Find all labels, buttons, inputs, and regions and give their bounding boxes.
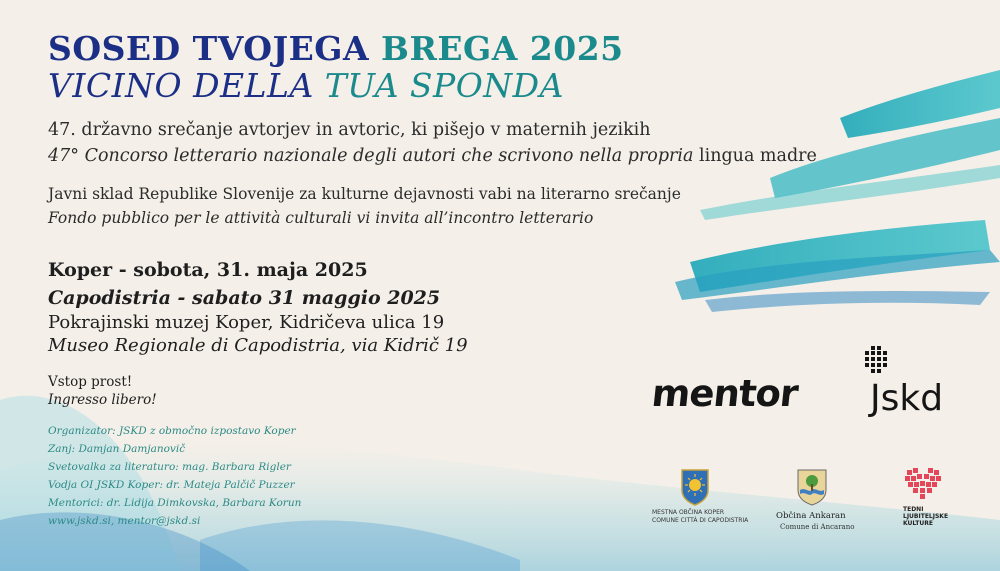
- invitation-slovene: Javni sklad Republike Slovenije za kulturne dejavnosti vabi na literarno srečanje: [48, 185, 681, 203]
- event-venue-italian: Museo Regionale di Capodistria, via Kidrič 19: [48, 335, 468, 356]
- tlk-label-line2: LJUBITELJSKE: [903, 513, 949, 520]
- event-date-italian: Capodistria - sabato 31 maggio 2025: [48, 287, 441, 309]
- tlk-label-line3: KULTURE: [903, 520, 933, 527]
- entry-free-slovene: Vstop prost!: [48, 374, 133, 390]
- title-slovene-part2: BREGA 2025: [381, 29, 624, 68]
- ankaran-label-line1: Občina Ankaran: [776, 511, 846, 521]
- subtitle-italian-part1: 47° Concorso letterario nazionale degli autori che scrivono nella propria: [48, 146, 694, 166]
- title-slovene-part1: SOSED TVOJEGA: [48, 29, 382, 68]
- title-slovene: [48, 29, 624, 68]
- credit-line: Organizator: JSKD z območno izpostavo Koper: [48, 425, 296, 437]
- ankaran-label-line2: Comune di Ancarano: [780, 523, 855, 531]
- tlk-heart-icon: [903, 466, 943, 502]
- koper-label-line2: COMUNE CITTÀ DI CAPODISTRIA: [652, 517, 749, 524]
- subtitle-italian-part2: lingua madre: [693, 146, 817, 166]
- tlk-label-line1: TEDNI: [903, 506, 924, 513]
- credit-line: Vodja OI JSKD Koper: dr. Mateja Palčič Puzzer: [48, 479, 295, 491]
- ankaran-crest-icon: [796, 468, 828, 506]
- credit-line: Svetovalka za literaturo: mag. Barbara Rigler: [48, 461, 291, 473]
- subtitle-slovene: 47. državno srečanje avtorjev in avtoric, ki pišejo v maternih jezikih: [48, 120, 651, 140]
- credit-line: Zanj: Damjan Damjanovič: [48, 443, 186, 455]
- koper-label-line1: MESTNA OBČINA KOPER: [652, 509, 725, 516]
- subtitle-italian: [48, 146, 817, 166]
- jskd-dot-mark-icon: [860, 345, 894, 379]
- koper-crest-icon: [680, 468, 710, 506]
- entry-free-italian: Ingresso libero!: [48, 392, 157, 408]
- invitation-italian: Fondo pubblico per le attività culturali vi invita all’incontro letterario: [48, 209, 594, 227]
- event-venue-slovene: Pokrajinski muzej Koper, Kidričeva ulica 19: [48, 312, 445, 333]
- event-date-slovene: Koper - sobota, 31. maja 2025: [48, 259, 368, 281]
- title-italian-part2: TUA SPONDA: [324, 66, 564, 105]
- title-italian-part1: VICINO DELLA: [48, 66, 325, 105]
- title-italian: [48, 66, 564, 105]
- credit-line: Mentorici: dr. Lidija Dimkovska, Barbara Korun: [48, 497, 302, 509]
- mentor-logo: mentor: [649, 372, 800, 415]
- jskd-logo: Jskd: [870, 378, 944, 419]
- credit-line-contact: www.jskd.si, mentor@jskd.si: [48, 515, 201, 527]
